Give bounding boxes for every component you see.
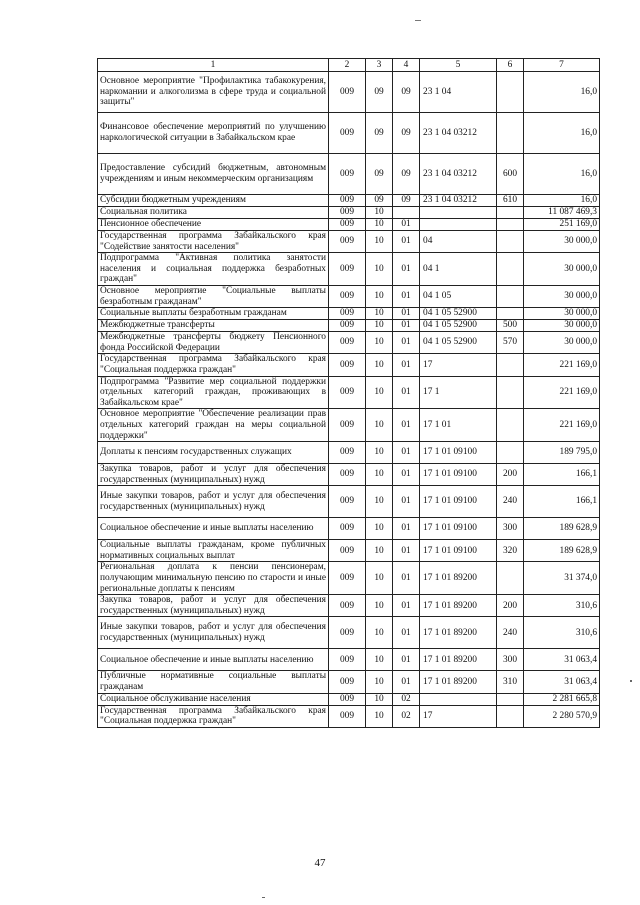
table-row	[98, 486, 600, 518]
department-code: 009	[329, 486, 366, 518]
target-article-code: 17 1 01 89200	[420, 617, 497, 649]
amount: 221 169,0	[524, 376, 600, 409]
subsection-code: 01	[393, 562, 420, 595]
department-code: 009	[329, 72, 366, 113]
section-code: 10	[366, 332, 393, 354]
department-code: 009	[329, 320, 366, 332]
section-code: 10	[366, 409, 393, 442]
amount: 221 169,0	[524, 409, 600, 442]
department-code: 009	[329, 332, 366, 354]
amount: 16,0	[524, 154, 600, 195]
row-name: Иные закупки товаров, работ и услуг для обеспечения государственных (муниципальных) нужд	[98, 486, 329, 518]
row-name: Социальная политика	[98, 207, 329, 219]
target-article-code: 17 1 01 89200	[420, 595, 497, 617]
row-name: Основное мероприятие "Социальные выплаты безработным гражданам"	[98, 285, 329, 307]
table-body	[98, 72, 600, 728]
subsection-code: 01	[393, 308, 420, 320]
expense-type-code	[497, 231, 524, 253]
table-row	[98, 72, 600, 113]
department-code: 009	[329, 154, 366, 195]
expense-type-code: 200	[497, 595, 524, 617]
department-code: 009	[329, 540, 366, 562]
table-row	[98, 649, 600, 671]
amount: 310,6	[524, 617, 600, 649]
amount: 189 628,9	[524, 518, 600, 540]
row-name: Доплаты к пенсиям государственных служащих	[98, 442, 329, 464]
table-row	[98, 231, 600, 253]
subsection-code: 01	[393, 442, 420, 464]
table-row	[98, 354, 600, 376]
expense-type-code	[497, 376, 524, 409]
header-cell: 6	[497, 59, 524, 72]
department-code: 009	[329, 442, 366, 464]
target-article-code: 17	[420, 354, 497, 376]
subsection-code: 01	[393, 231, 420, 253]
amount: 31 374,0	[524, 562, 600, 595]
scan-speck	[630, 680, 632, 682]
table-row	[98, 285, 600, 307]
department-code: 009	[329, 113, 366, 154]
row-name: Социальные выплаты безработным гражданам	[98, 308, 329, 320]
section-code: 09	[366, 113, 393, 154]
table-row	[98, 195, 600, 207]
header-row	[98, 59, 600, 72]
amount: 31 063,4	[524, 649, 600, 671]
row-name: Государственная программа Забайкальского края "Содействие занятости населения"	[98, 231, 329, 253]
scan-speck	[262, 897, 265, 898]
target-article-code: 17	[420, 705, 497, 727]
subsection-code: 01	[393, 486, 420, 518]
expense-type-code: 500	[497, 320, 524, 332]
target-article-code: 17 1 01 09100	[420, 442, 497, 464]
section-code: 10	[366, 705, 393, 727]
row-name: Межбюджетные трансферты бюджету Пенсионного фонда Российской Федерации	[98, 332, 329, 354]
amount: 2 281 665,8	[524, 693, 600, 705]
department-code: 009	[329, 409, 366, 442]
section-code: 10	[366, 617, 393, 649]
amount: 189 628,9	[524, 540, 600, 562]
amount: 2 280 570,9	[524, 705, 600, 727]
section-code: 10	[366, 693, 393, 705]
row-name: Региональная доплата к пенсии пенсионерам, получающим минимальную пенсию по старости и иные региональные доплаты к пенсиям	[98, 562, 329, 595]
target-article-code: 04 1 05	[420, 285, 497, 307]
department-code: 009	[329, 285, 366, 307]
row-name: Публичные нормативные социальные выплаты гражданам	[98, 671, 329, 693]
expense-type-code: 600	[497, 154, 524, 195]
table-row	[98, 442, 600, 464]
expense-type-code	[497, 354, 524, 376]
table-row	[98, 562, 600, 595]
row-name: Закупка товаров, работ и услуг для обеспечения государственных (муниципальных) нужд	[98, 464, 329, 486]
row-name: Предоставление субсидий бюджетным, автономным учреждениям и иным некоммерческим организациям	[98, 154, 329, 195]
department-code: 009	[329, 562, 366, 595]
subsection-code: 01	[393, 409, 420, 442]
target-article-code: 17 1	[420, 376, 497, 409]
subsection-code: 01	[393, 518, 420, 540]
amount: 30 000,0	[524, 253, 600, 286]
department-code: 009	[329, 219, 366, 231]
amount: 30 000,0	[524, 308, 600, 320]
target-article-code: 17 1 01 89200	[420, 562, 497, 595]
subsection-code: 01	[393, 464, 420, 486]
department-code: 009	[329, 253, 366, 286]
section-code: 10	[366, 219, 393, 231]
subsection-code: 01	[393, 671, 420, 693]
expense-type-code	[497, 253, 524, 286]
table-row	[98, 518, 600, 540]
expense-type-code	[497, 207, 524, 219]
expense-type-code: 570	[497, 332, 524, 354]
table-row	[98, 154, 600, 195]
section-code: 10	[366, 649, 393, 671]
section-code: 10	[366, 464, 393, 486]
row-name: Подпрограмма "Активная политика занятости населения и социальная поддержка безработных граждан"	[98, 253, 329, 286]
section-code: 10	[366, 540, 393, 562]
department-code: 009	[329, 617, 366, 649]
amount: 30 000,0	[524, 332, 600, 354]
subsection-code: 01	[393, 540, 420, 562]
budget-table	[97, 58, 600, 728]
target-article-code	[420, 219, 497, 231]
amount: 221 169,0	[524, 354, 600, 376]
amount: 30 000,0	[524, 320, 600, 332]
subsection-code	[393, 207, 420, 219]
amount: 30 000,0	[524, 285, 600, 307]
section-code: 10	[366, 320, 393, 332]
section-code: 10	[366, 562, 393, 595]
expense-type-code: 310	[497, 671, 524, 693]
amount: 16,0	[524, 113, 600, 154]
row-name: Государственная программа Забайкальского края "Социальная поддержка граждан"	[98, 354, 329, 376]
table-row	[98, 464, 600, 486]
table-row	[98, 207, 600, 219]
expense-type-code: 300	[497, 649, 524, 671]
header-cell: 4	[393, 59, 420, 72]
header-cell: 1	[98, 59, 329, 72]
expense-type-code	[497, 705, 524, 727]
subsection-code: 01	[393, 595, 420, 617]
amount: 16,0	[524, 72, 600, 113]
table-row	[98, 332, 600, 354]
amount: 166,1	[524, 486, 600, 518]
department-code: 009	[329, 705, 366, 727]
subsection-code: 01	[393, 320, 420, 332]
expense-type-code	[497, 72, 524, 113]
header-cell: 5	[420, 59, 497, 72]
target-article-code: 17 1 01 89200	[420, 671, 497, 693]
subsection-code: 09	[393, 154, 420, 195]
table-row	[98, 376, 600, 409]
row-name: Подпрограмма "Развитие мер социальной поддержки отдельных категорий граждан, проживающих в Забайкальском крае"	[98, 376, 329, 409]
subsection-code: 09	[393, 195, 420, 207]
section-code: 09	[366, 72, 393, 113]
amount: 251 169,0	[524, 219, 600, 231]
target-article-code	[420, 693, 497, 705]
header-cell: 7	[524, 59, 600, 72]
subsection-code: 01	[393, 354, 420, 376]
expense-type-code	[497, 409, 524, 442]
target-article-code: 04 1 05 52900	[420, 308, 497, 320]
section-code: 10	[366, 207, 393, 219]
target-article-code: 04 1 05 52900	[420, 320, 497, 332]
department-code: 009	[329, 464, 366, 486]
expense-type-code	[497, 308, 524, 320]
row-name: Основное мероприятие "Профилактика табакокурения, наркомании и алкоголизма в сфере труда и социальной защиты"	[98, 72, 329, 113]
budget-table-container	[97, 58, 599, 728]
row-name: Социальное обеспечение и иные выплаты населению	[98, 649, 329, 671]
expense-type-code	[497, 285, 524, 307]
subsection-code: 01	[393, 617, 420, 649]
table-row	[98, 705, 600, 727]
target-article-code: 17 1 01	[420, 409, 497, 442]
table-row	[98, 540, 600, 562]
amount: 11 087 469,3	[524, 207, 600, 219]
expense-type-code	[497, 693, 524, 705]
page-number: 47	[314, 857, 326, 869]
expense-type-code: 320	[497, 540, 524, 562]
target-article-code: 17 1 01 09100	[420, 486, 497, 518]
row-name: Социальные выплаты гражданам, кроме публичных нормативных социальных выплат	[98, 540, 329, 562]
section-code: 10	[366, 285, 393, 307]
department-code: 009	[329, 671, 366, 693]
subsection-code: 01	[393, 285, 420, 307]
row-name: Социальное обслуживание населения	[98, 693, 329, 705]
table-row	[98, 219, 600, 231]
row-name: Социальное обеспечение и иные выплаты населению	[98, 518, 329, 540]
expense-type-code: 200	[497, 464, 524, 486]
department-code: 009	[329, 595, 366, 617]
target-article-code: 17 1 01 09100	[420, 518, 497, 540]
expense-type-code: 300	[497, 518, 524, 540]
department-code: 009	[329, 518, 366, 540]
target-article-code: 23 1 04	[420, 72, 497, 113]
subsection-code: 01	[393, 253, 420, 286]
subsection-code: 01	[393, 332, 420, 354]
subsection-code: 01	[393, 649, 420, 671]
target-article-code: 23 1 04 03212	[420, 154, 497, 195]
subsection-code: 01	[393, 376, 420, 409]
section-code: 10	[366, 231, 393, 253]
subsection-code: 02	[393, 705, 420, 727]
target-article-code: 04 1	[420, 253, 497, 286]
scan-mark	[415, 20, 421, 21]
department-code: 009	[329, 649, 366, 671]
row-name: Финансовое обеспечение мероприятий по улучшению наркологической ситуации в Забайкальском крае	[98, 113, 329, 154]
expense-type-code: 240	[497, 486, 524, 518]
amount: 31 063,4	[524, 671, 600, 693]
row-name: Межбюджетные трансферты	[98, 320, 329, 332]
amount: 310,6	[524, 595, 600, 617]
table-row	[98, 113, 600, 154]
section-code: 10	[366, 595, 393, 617]
expense-type-code	[497, 442, 524, 464]
row-name: Государственная программа Забайкальского края "Социальная поддержка граждан"	[98, 705, 329, 727]
section-code: 09	[366, 195, 393, 207]
subsection-code: 02	[393, 693, 420, 705]
target-article-code: 04 1 05 52900	[420, 332, 497, 354]
target-article-code: 17 1 01 09100	[420, 464, 497, 486]
table-row	[98, 253, 600, 286]
expense-type-code: 240	[497, 617, 524, 649]
section-code: 10	[366, 486, 393, 518]
section-code: 10	[366, 376, 393, 409]
amount: 30 000,0	[524, 231, 600, 253]
section-code: 09	[366, 154, 393, 195]
row-name: Пенсионное обеспечение	[98, 219, 329, 231]
department-code: 009	[329, 693, 366, 705]
table-row	[98, 671, 600, 693]
target-article-code: 04	[420, 231, 497, 253]
department-code: 009	[329, 195, 366, 207]
expense-type-code	[497, 562, 524, 595]
header-cell: 3	[366, 59, 393, 72]
department-code: 009	[329, 354, 366, 376]
target-article-code	[420, 207, 497, 219]
section-code: 10	[366, 671, 393, 693]
amount: 189 795,0	[524, 442, 600, 464]
section-code: 10	[366, 518, 393, 540]
table-row	[98, 617, 600, 649]
subsection-code: 01	[393, 219, 420, 231]
section-code: 10	[366, 354, 393, 376]
department-code: 009	[329, 207, 366, 219]
amount: 166,1	[524, 464, 600, 486]
section-code: 10	[366, 253, 393, 286]
section-code: 10	[366, 442, 393, 464]
row-name: Субсидии бюджетным учреждениям	[98, 195, 329, 207]
department-code: 009	[329, 231, 366, 253]
row-name: Основное мероприятие "Обеспечение реализации прав отдельных категорий граждан на меры социальной поддержки"	[98, 409, 329, 442]
department-code: 009	[329, 376, 366, 409]
subsection-code: 09	[393, 113, 420, 154]
header-cell: 2	[329, 59, 366, 72]
amount: 16,0	[524, 195, 600, 207]
target-article-code: 23 1 04 03212	[420, 195, 497, 207]
section-code: 10	[366, 308, 393, 320]
table-row	[98, 308, 600, 320]
expense-type-code	[497, 219, 524, 231]
expense-type-code	[497, 113, 524, 154]
table-row	[98, 693, 600, 705]
table-row	[98, 409, 600, 442]
target-article-code: 17 1 01 09100	[420, 540, 497, 562]
target-article-code: 17 1 01 89200	[420, 649, 497, 671]
table-row	[98, 595, 600, 617]
subsection-code: 09	[393, 72, 420, 113]
row-name: Закупка товаров, работ и услуг для обеспечения государственных (муниципальных) нужд	[98, 595, 329, 617]
target-article-code: 23 1 04 03212	[420, 113, 497, 154]
row-name: Иные закупки товаров, работ и услуг для обеспечения государственных (муниципальных) нужд	[98, 617, 329, 649]
table-row	[98, 320, 600, 332]
department-code: 009	[329, 308, 366, 320]
expense-type-code: 610	[497, 195, 524, 207]
